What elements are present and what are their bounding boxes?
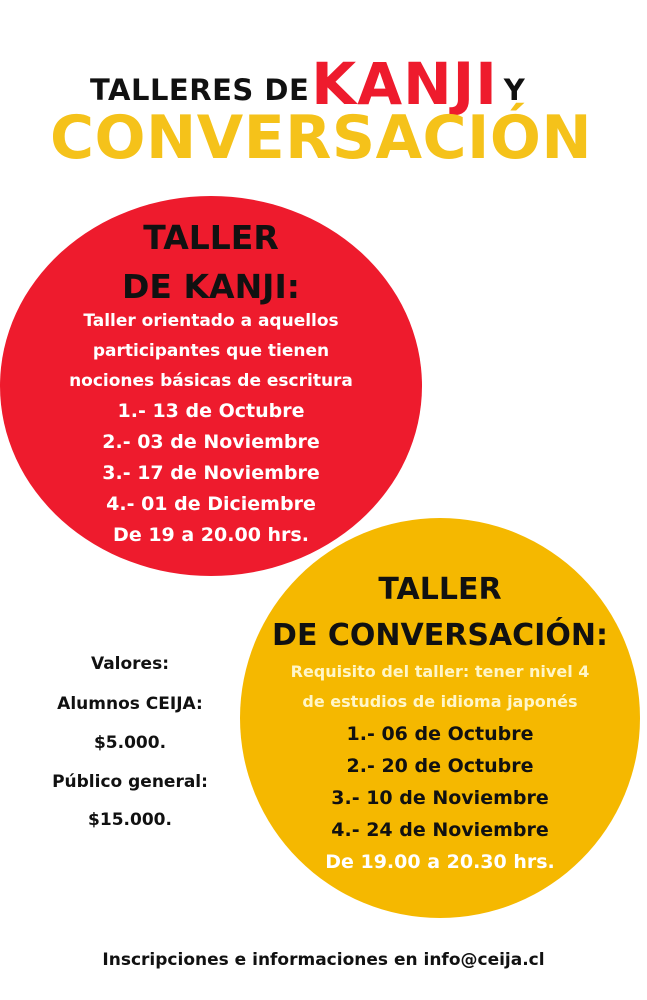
conversation-schedule: De 19.00 a 20.30 hrs. <box>325 851 555 873</box>
kanji-date: 3.- 17 de Noviembre <box>102 462 320 484</box>
conversation-requirement-line: de estudios de idioma japonés <box>302 692 578 711</box>
conversation-date: 3.- 10 de Noviembre <box>331 787 549 809</box>
kanji-description-line: nociones básicas de escritura <box>69 371 353 391</box>
public-price-label: Público general: <box>52 772 208 792</box>
kanji-description-line: participantes que tienen <box>92 341 330 361</box>
public-price-value: $15.000. <box>88 810 172 830</box>
poster-header <box>0 0 647 190</box>
prices-heading: Valores: <box>90 654 170 674</box>
conversation-title-line-1: TALLER <box>378 572 502 607</box>
header-prefix: TALLERES DE <box>90 73 310 107</box>
kanji-title-line-2: DE KANJI: <box>122 267 300 306</box>
conversation-workshop-circle <box>240 518 640 918</box>
conversation-date: 1.- 06 de Octubre <box>346 723 534 745</box>
header-suffix: Y <box>503 73 526 107</box>
students-price-value: $5.000. <box>93 733 167 753</box>
kanji-description-line: Taller orientado a aquellos <box>83 311 339 331</box>
kanji-date: 1.- 13 de Octubre <box>117 400 305 422</box>
kanji-date: 4.- 01 de Diciembre <box>106 493 316 515</box>
kanji-date: 2.- 03 de Noviembre <box>102 431 320 453</box>
header-conversacion: CONVERSACIÓN <box>50 103 593 173</box>
students-price-label: Alumnos CEIJA: <box>57 694 203 714</box>
header-kanji: KANJI <box>311 50 498 118</box>
conversation-date: 4.- 24 de Noviembre <box>331 819 549 841</box>
conversation-date: 2.- 20 de Octubre <box>346 755 534 777</box>
footer-contact: Inscripciones e informaciones en info@ceija.cl <box>102 950 545 970</box>
kanji-schedule: De 19 a 20.00 hrs. <box>113 524 309 546</box>
conversation-title-line-2: DE CONVERSACIÓN: <box>272 618 608 653</box>
kanji-workshop-circle <box>0 196 422 576</box>
kanji-title-line-1: TALLER <box>143 218 279 257</box>
conversation-requirement-line: Requisito del taller: tener nivel 4 <box>290 662 590 681</box>
